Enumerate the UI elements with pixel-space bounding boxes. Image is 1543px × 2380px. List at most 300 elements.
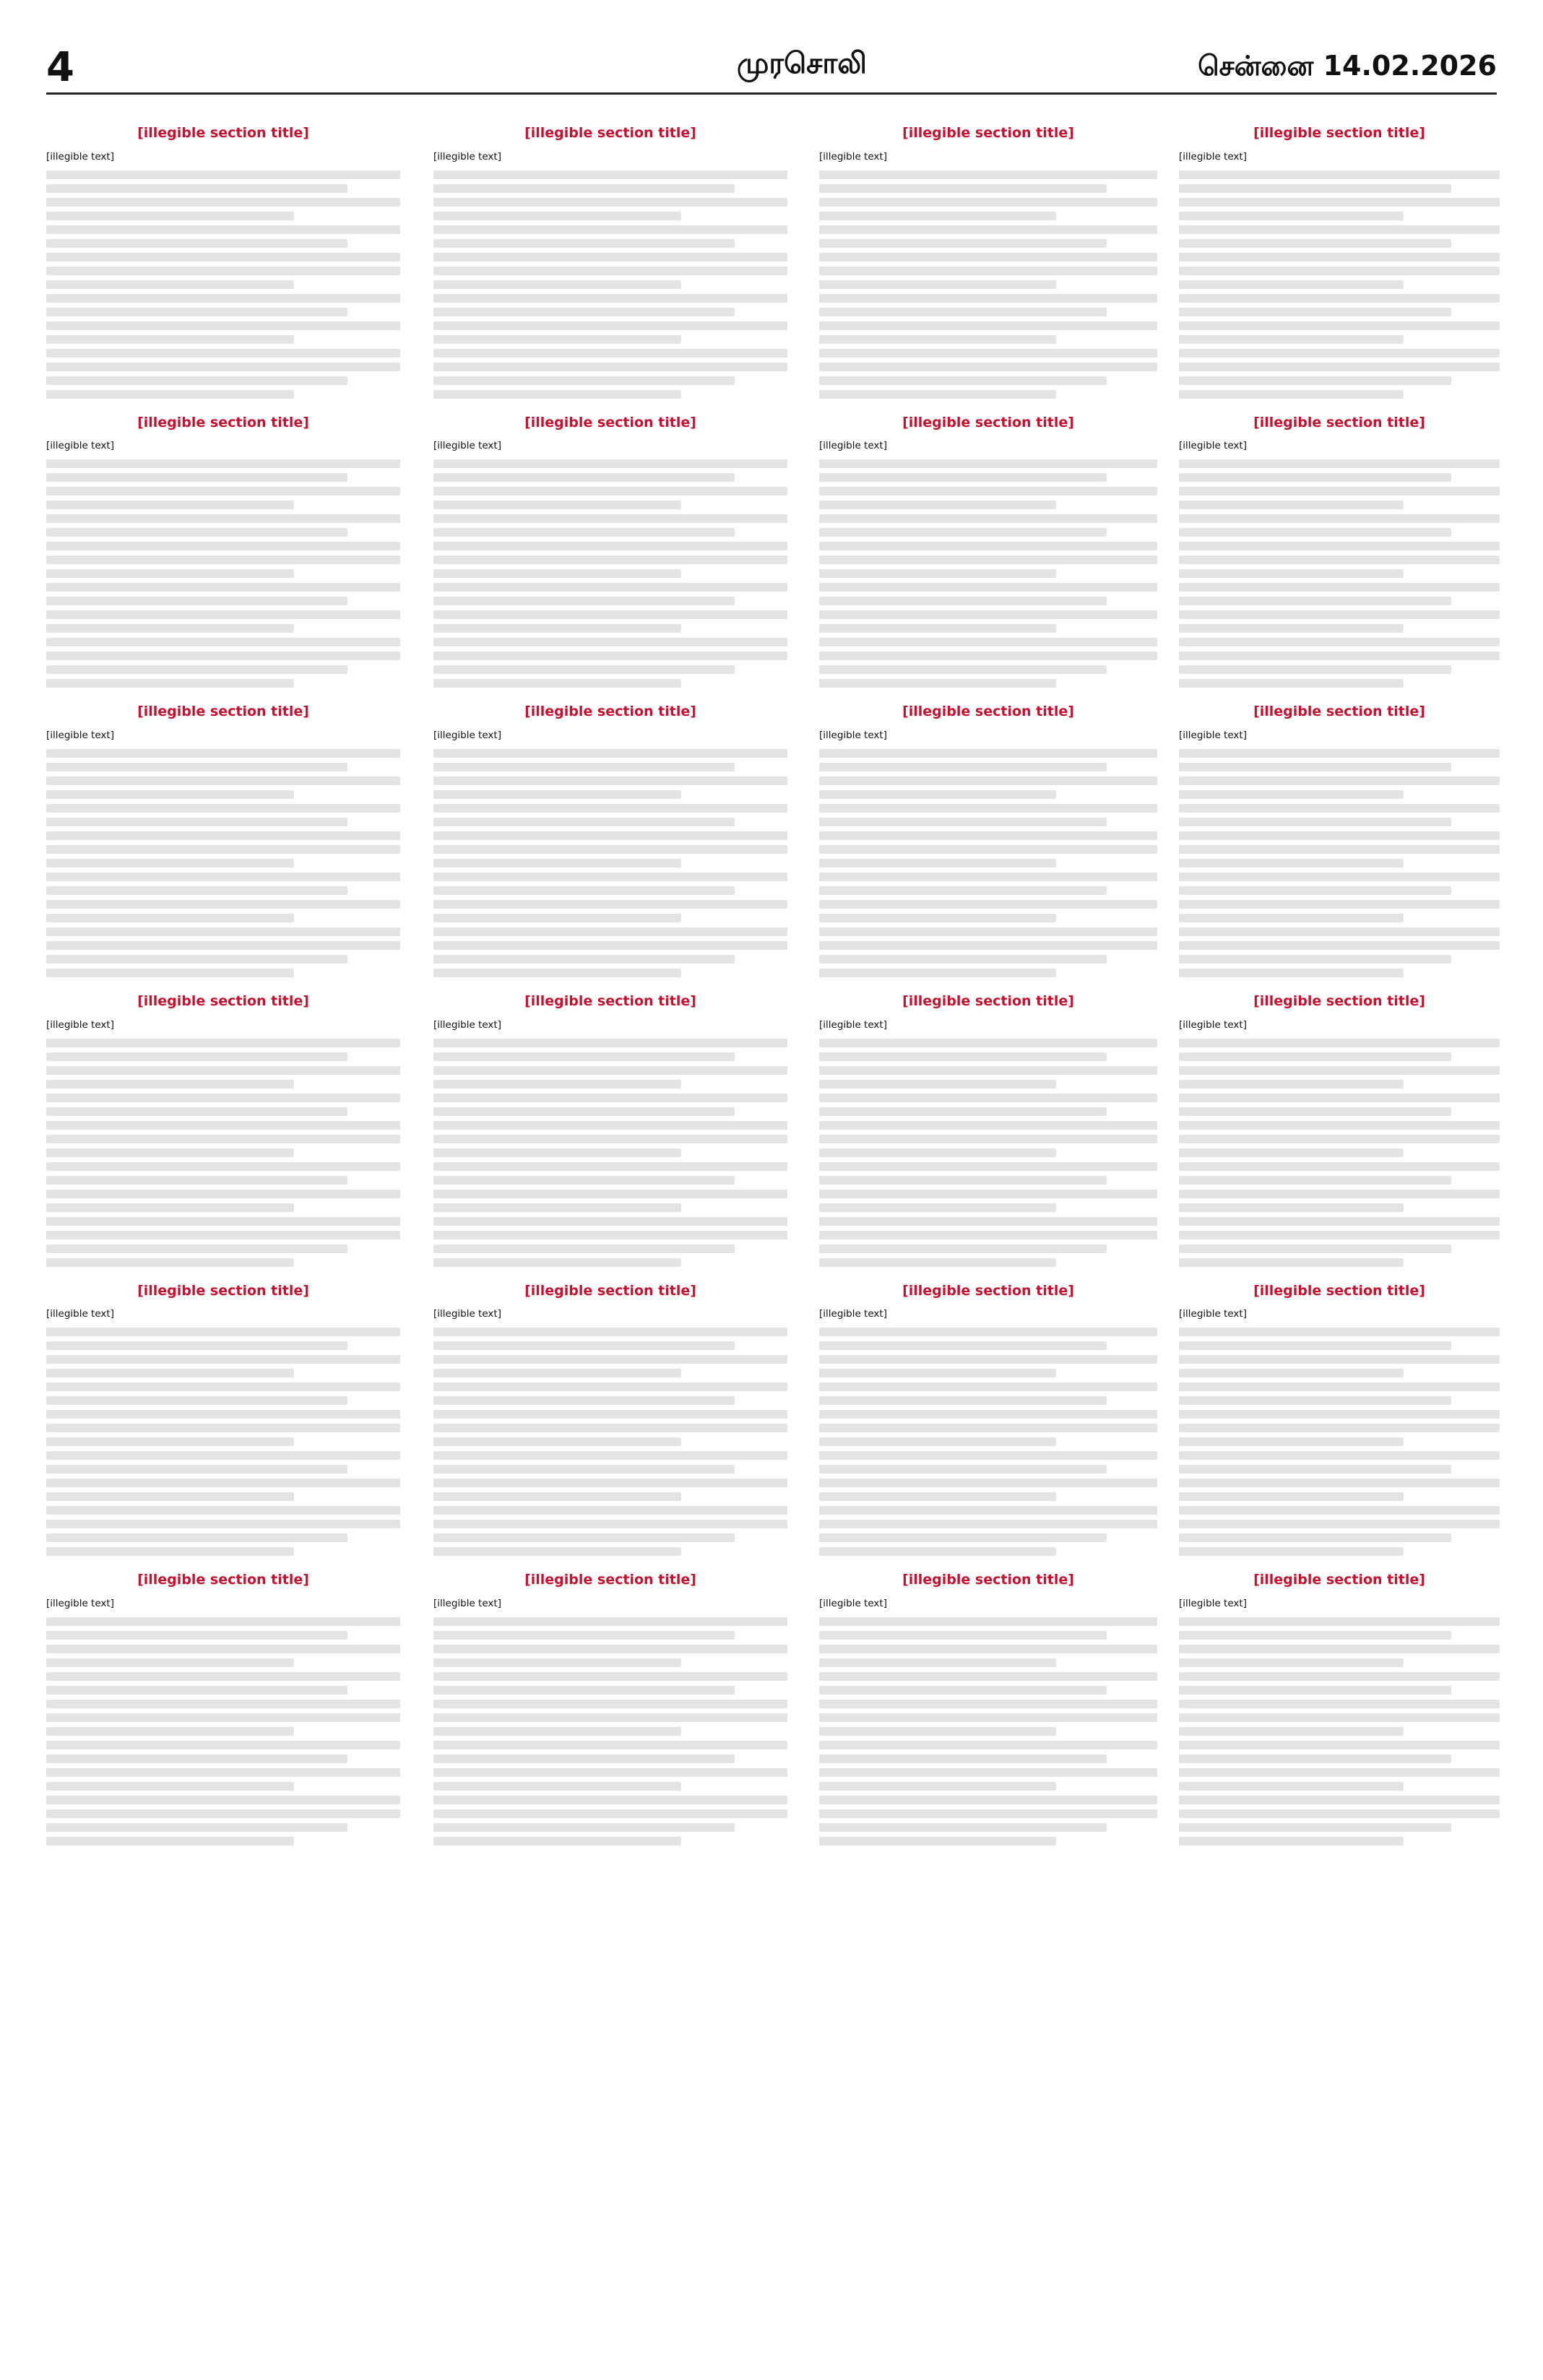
text-line-placeholder [46,335,294,344]
text-line-placeholder [46,749,400,758]
text-line-placeholder [819,873,1157,881]
text-line-placeholder [819,652,1157,660]
section-body: [illegible text] [433,150,501,163]
text-line-placeholder [1179,321,1500,330]
section-body: [illegible text] [1179,150,1247,163]
text-line-placeholder [433,1135,787,1143]
section-body: [illegible text] [819,150,887,163]
section-title: [illegible section title] [137,1572,309,1588]
text-line-placeholder [433,1658,681,1667]
text-line-placeholder [819,294,1157,303]
text-line-placeholder [819,1135,1157,1143]
text-line-placeholder [819,790,1056,799]
text-line-placeholder [819,1451,1157,1460]
text-line-placeholder [819,638,1157,646]
text-line-placeholder [46,1809,400,1818]
text-line-placeholder [819,376,1107,385]
text-line-placeholder [819,1245,1107,1253]
text-line-placeholder [46,542,400,550]
text-line-placeholder [433,184,735,193]
text-line-placeholder [46,321,400,330]
text-line-placeholder [433,267,787,275]
text-line-placeholder [819,253,1157,261]
text-line-placeholder [1179,294,1500,303]
text-line-placeholder [1179,253,1500,261]
text-line-placeholder [1179,1796,1500,1804]
text-line-placeholder [46,1190,400,1198]
text-line-placeholder [819,1437,1056,1446]
text-line-placeholder [819,1039,1157,1047]
text-line-placeholder [46,955,347,964]
section-body: [illegible text] [819,730,887,742]
text-line-placeholder [46,873,400,881]
page-number: 4 [46,44,74,91]
section-title: [illegible section title] [524,125,696,141]
text-line-placeholder [46,845,400,854]
text-line-placeholder [46,555,400,564]
text-line-placeholder [433,390,681,399]
text-line-placeholder [819,1754,1107,1763]
text-line-placeholder [433,1107,735,1116]
text-line-placeholder [433,1451,787,1460]
text-line-placeholder [46,776,400,785]
text-line-placeholder [46,790,294,799]
text-line-placeholder [1179,1451,1500,1460]
text-line-placeholder [819,624,1056,633]
text-line-placeholder [1179,1396,1451,1405]
text-line-placeholder [1179,1768,1500,1777]
text-line-placeholder [1179,1465,1451,1474]
text-line-placeholder [819,955,1107,964]
text-line-placeholder [1179,610,1500,619]
text-line-placeholder [46,501,294,509]
text-line-placeholder [1179,749,1500,758]
text-line-placeholder [1179,528,1451,537]
text-line-placeholder [1179,583,1500,592]
text-line-placeholder [819,349,1157,358]
text-line-placeholder [46,818,347,826]
text-line-placeholder [433,638,787,646]
section-body: [illegible text] [819,1308,887,1320]
text-line-placeholder [46,1547,294,1556]
text-line-placeholder [433,1410,787,1419]
section-body: [illegible text] [819,1018,887,1031]
text-line-placeholder [1179,184,1451,193]
text-line-placeholder [433,1203,681,1212]
section-title: [illegible section title] [902,1282,1074,1299]
text-line-placeholder [1179,1700,1500,1708]
text-line-placeholder [46,1492,294,1501]
section [1179,125,1500,399]
text-line-placeholder [1179,665,1451,674]
text-line-placeholder [46,638,400,646]
text-line-placeholder [819,1796,1157,1804]
text-line-placeholder [819,555,1157,564]
text-line-placeholder [46,679,294,688]
column-4 [1179,119,1500,2351]
text-line-placeholder [1179,1727,1404,1736]
text-line-placeholder [46,831,400,840]
text-line-placeholder [819,1355,1157,1364]
text-line-placeholder [819,1424,1157,1432]
text-line-placeholder [1179,1107,1451,1116]
text-line-placeholder [433,900,787,909]
text-line-placeholder [46,900,400,909]
section [46,125,400,399]
text-line-placeholder [819,1080,1056,1089]
section [819,1283,1157,1557]
text-line-placeholder [46,1837,294,1845]
section-title: [illegible section title] [1253,125,1425,141]
text-line-placeholder [433,308,735,316]
text-line-placeholder [46,514,400,523]
text-line-placeholder [819,1066,1157,1075]
text-line-placeholder [1179,1355,1500,1364]
text-line-placeholder [433,1837,681,1845]
text-line-placeholder [46,1094,400,1102]
text-line-placeholder [1179,900,1500,909]
text-line-placeholder [433,487,787,496]
text-line-placeholder [819,1203,1056,1212]
text-line-placeholder [46,1066,400,1075]
text-line-placeholder [433,280,681,289]
text-line-placeholder [819,569,1056,578]
text-line-placeholder [46,1479,400,1487]
text-line-placeholder [819,776,1157,785]
text-line-placeholder [433,1231,787,1239]
text-line-placeholder [1179,1231,1500,1239]
text-line-placeholder [1179,473,1451,482]
text-line-placeholder [46,1382,400,1391]
text-line-placeholder [819,818,1107,826]
text-line-placeholder [1179,818,1451,826]
text-line-placeholder [46,624,294,633]
text-line-placeholder [46,1782,294,1791]
text-line-placeholder [1179,1741,1500,1749]
text-line-placeholder [433,679,681,688]
text-line-placeholder [46,1203,294,1212]
text-line-placeholder [819,1258,1056,1267]
text-line-placeholder [1179,941,1500,950]
text-line-placeholder [819,1631,1107,1640]
text-line-placeholder [819,1823,1107,1832]
text-line-placeholder [46,1424,400,1432]
section-title: [illegible section title] [524,414,696,430]
section [46,415,400,688]
text-line-placeholder [46,1135,400,1143]
text-line-placeholder [819,1768,1157,1777]
text-line-placeholder [1179,1492,1404,1501]
text-line-placeholder [1179,1410,1500,1419]
text-line-placeholder [433,1094,787,1102]
section-title: [illegible section title] [137,1282,309,1299]
text-line-placeholder [819,1479,1157,1487]
text-line-placeholder [46,1686,347,1695]
text-line-placeholder [46,652,400,660]
text-line-placeholder [46,927,400,936]
text-line-placeholder [46,914,294,922]
text-line-placeholder [1179,212,1404,220]
text-line-placeholder [433,1121,787,1130]
text-line-placeholder [1179,597,1451,605]
section [46,1283,400,1557]
text-line-placeholder [1179,542,1500,550]
text-line-placeholder [819,542,1157,550]
text-line-placeholder [1179,1341,1451,1350]
text-line-placeholder [433,831,787,840]
section-body: [illegible text] [819,1598,887,1610]
text-line-placeholder [433,1700,787,1708]
text-line-placeholder [819,1410,1157,1419]
text-line-placeholder [819,1727,1056,1736]
text-line-placeholder [433,1355,787,1364]
text-line-placeholder [46,267,400,275]
text-line-placeholder [46,280,294,289]
text-line-placeholder [433,1465,735,1474]
text-line-placeholder [433,1369,681,1377]
text-line-placeholder [46,1039,400,1047]
text-line-placeholder [433,239,735,248]
text-line-placeholder [819,1837,1056,1845]
text-line-placeholder [819,1148,1056,1157]
text-line-placeholder [46,1148,294,1157]
section-body: [illegible text] [433,1598,501,1610]
section [46,993,400,1267]
column-2 [433,119,787,2351]
text-line-placeholder [1179,514,1500,523]
text-line-placeholder [819,1052,1107,1061]
text-line-placeholder [46,1520,400,1528]
text-line-placeholder [433,1645,787,1653]
section-body: [illegible text] [46,1308,114,1320]
text-line-placeholder [1179,239,1451,248]
text-line-placeholder [1179,1052,1451,1061]
text-line-placeholder [819,1328,1157,1336]
section-title: [illegible section title] [524,704,696,720]
text-line-placeholder [819,1465,1107,1474]
text-line-placeholder [433,1328,787,1336]
text-line-placeholder [819,1547,1056,1556]
section-title: [illegible section title] [902,125,1074,141]
section-title: [illegible section title] [524,1572,696,1588]
text-line-placeholder [433,665,735,674]
section-title: [illegible section title] [902,993,1074,1010]
section-title: [illegible section title] [1253,993,1425,1010]
text-line-placeholder [1179,1547,1404,1556]
text-line-placeholder [46,1437,294,1446]
text-line-placeholder [819,1506,1157,1515]
text-line-placeholder [819,1700,1157,1708]
text-line-placeholder [46,308,347,316]
text-line-placeholder [819,1672,1157,1681]
text-line-placeholder [46,1080,294,1089]
text-line-placeholder [819,804,1157,813]
text-line-placeholder [46,1355,400,1364]
text-line-placeholder [1179,1328,1500,1336]
text-line-placeholder [46,1258,294,1267]
text-line-placeholder [1179,1437,1404,1446]
text-line-placeholder [46,349,400,358]
text-line-placeholder [819,927,1157,936]
text-line-placeholder [1179,170,1500,179]
text-line-placeholder [46,665,347,674]
text-line-placeholder [819,459,1157,468]
text-line-placeholder [819,308,1107,316]
text-line-placeholder [433,1547,681,1556]
section-body: [illegible text] [1179,440,1247,452]
text-line-placeholder [819,1162,1157,1171]
text-line-placeholder [1179,1520,1500,1528]
text-line-placeholder [433,652,787,660]
column-3 [819,119,1157,2351]
text-line-placeholder [819,1369,1056,1377]
text-line-placeholder [433,1492,681,1501]
text-line-placeholder [819,198,1157,207]
section-title: [illegible section title] [1253,704,1425,720]
text-line-placeholder [819,1190,1157,1198]
text-line-placeholder [1179,555,1500,564]
section-title: [illegible section title] [137,125,309,141]
text-line-placeholder [819,501,1056,509]
text-line-placeholder [819,335,1056,344]
text-line-placeholder [46,363,400,371]
text-line-placeholder [1179,1382,1500,1391]
text-line-placeholder [1179,624,1404,633]
text-line-placeholder [1179,1617,1500,1626]
text-line-placeholder [819,1645,1157,1653]
text-line-placeholder [433,597,735,605]
text-line-placeholder [819,859,1056,867]
text-line-placeholder [433,1396,735,1405]
text-line-placeholder [1179,679,1404,688]
text-line-placeholder [433,198,787,207]
text-line-placeholder [433,1796,787,1804]
text-line-placeholder [819,900,1157,909]
text-line-placeholder [1179,376,1451,385]
text-line-placeholder [433,1162,787,1171]
text-line-placeholder [46,941,400,950]
text-line-placeholder [1179,1713,1500,1722]
section [433,125,787,399]
text-line-placeholder [46,1410,400,1419]
text-line-placeholder [433,749,787,758]
text-line-placeholder [433,1809,787,1818]
text-line-placeholder [1179,1672,1500,1681]
text-line-placeholder [46,1617,400,1626]
text-line-placeholder [819,1713,1157,1722]
text-line-placeholder [46,184,347,193]
text-line-placeholder [819,528,1107,537]
text-line-placeholder [1179,198,1500,207]
text-line-placeholder [46,1645,400,1653]
section-title: [illegible section title] [524,1282,696,1299]
text-line-placeholder [819,1520,1157,1528]
text-line-placeholder [46,1121,400,1130]
text-line-placeholder [1179,1190,1500,1198]
section [819,993,1157,1267]
text-line-placeholder [433,253,787,261]
text-line-placeholder [46,969,294,977]
text-line-placeholder [46,763,347,771]
text-line-placeholder [1179,1066,1500,1075]
text-line-placeholder [46,1768,400,1777]
text-line-placeholder [433,1782,681,1791]
text-line-placeholder [46,459,400,468]
section-title: [illegible section title] [902,704,1074,720]
section-body: [illegible text] [46,440,114,452]
section-body: [illegible text] [1179,1018,1247,1031]
text-line-placeholder [433,818,735,826]
text-line-placeholder [1179,1203,1404,1212]
section [46,704,400,977]
text-line-placeholder [819,1533,1107,1542]
section [819,125,1157,399]
text-line-placeholder [1179,459,1500,468]
text-line-placeholder [1179,487,1500,496]
text-line-placeholder [819,610,1157,619]
section-body: [illegible text] [1179,1308,1247,1320]
text-line-placeholder [433,1039,787,1047]
text-line-placeholder [433,1479,787,1487]
masthead: முரசொலி [737,47,867,80]
section-title: [illegible section title] [137,414,309,430]
text-line-placeholder [819,1492,1056,1501]
text-line-placeholder [819,1121,1157,1130]
text-line-placeholder [819,473,1107,482]
text-line-placeholder [1179,638,1500,646]
text-line-placeholder [1179,349,1500,358]
text-line-placeholder [1179,859,1404,867]
text-line-placeholder [433,1506,787,1515]
text-line-placeholder [819,597,1107,605]
text-line-placeholder [433,1823,735,1832]
text-line-placeholder [819,1382,1157,1391]
text-line-placeholder [433,1341,735,1350]
text-line-placeholder [433,514,787,523]
section-body: [illegible text] [433,1308,501,1320]
text-line-placeholder [433,459,787,468]
text-line-placeholder [433,1190,787,1198]
section [433,415,787,688]
text-line-placeholder [1179,969,1404,977]
text-line-placeholder [46,1328,400,1336]
section [1179,993,1500,1267]
text-line-placeholder [819,170,1157,179]
text-line-placeholder [819,390,1056,399]
text-line-placeholder [433,1424,787,1432]
text-line-placeholder [46,1700,400,1708]
text-line-placeholder [819,1176,1107,1185]
text-line-placeholder [1179,1176,1451,1185]
text-line-placeholder [433,914,681,922]
text-line-placeholder [1179,1217,1500,1226]
text-line-placeholder [433,569,681,578]
text-line-placeholder [433,790,681,799]
text-line-placeholder [433,170,787,179]
section-body: [illegible text] [46,150,114,163]
text-line-placeholder [46,1631,347,1640]
text-line-placeholder [819,363,1157,371]
text-line-placeholder [46,390,294,399]
text-line-placeholder [433,1617,787,1626]
text-line-placeholder [433,1080,681,1089]
text-line-placeholder [46,1231,400,1239]
text-line-placeholder [819,831,1157,840]
text-line-placeholder [46,487,400,496]
text-line-placeholder [46,225,400,234]
text-line-placeholder [433,624,681,633]
text-line-placeholder [433,886,735,895]
